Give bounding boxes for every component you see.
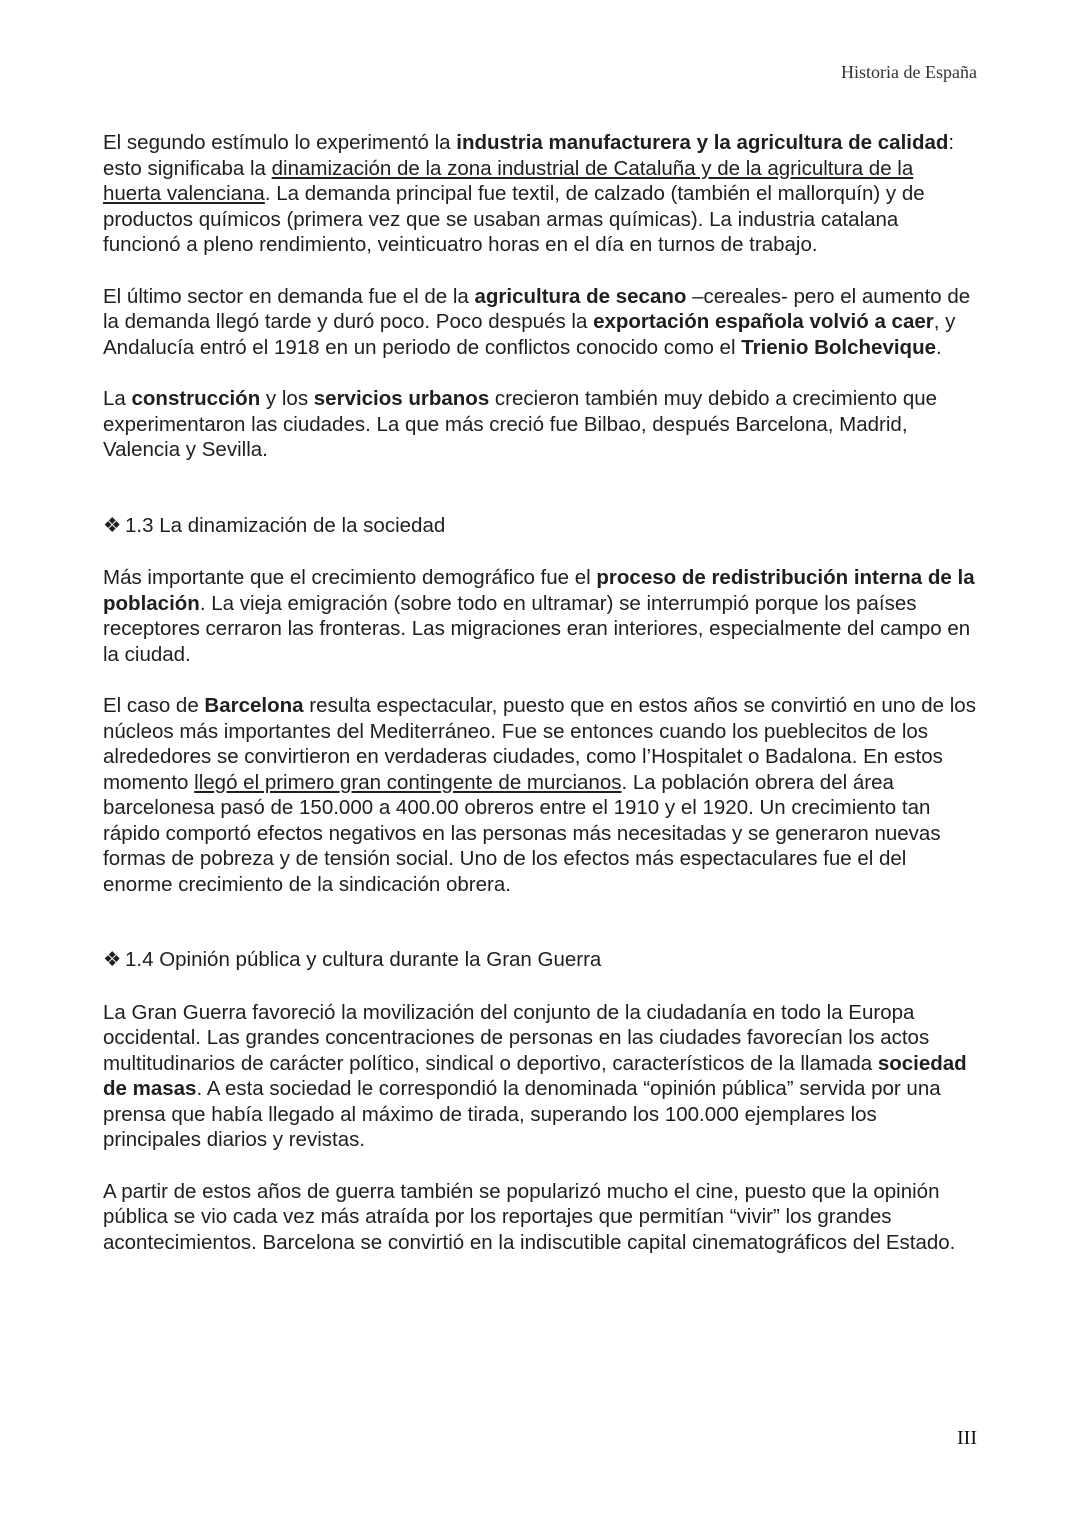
paragraph-construccion xyxy=(103,386,977,463)
bold-term: sociedad de masas xyxy=(103,1051,967,1100)
text-run: El último sector en demanda fue el de la xyxy=(103,284,475,308)
page-header-title: Historia de España xyxy=(841,62,977,82)
bold-term: agricultura de secano xyxy=(474,284,687,308)
text-run: . La población obrera del área barcelonesa pasó de 150.000 a 400.00 obreros entre el 1910 y el 1920. Un crecimiento tan rápido comportó efectos negativos en las personas más necesitadas y se generaron nuevas formas de pobreza y de tensión social. Uno de los efectos más espectaculares fue el del enorme crecimiento de la sindicación obrera. xyxy=(103,770,941,896)
text-run: . La vieja emigración (sobre todo en ultramar) se interrumpió porque los países receptores cerraron las fronteras. Las migraciones eran interiores, especialmente del campo en la ciudad. xyxy=(103,591,971,666)
bold-term: industria manufacturera y la agricultura de calidad xyxy=(456,131,949,154)
text-run: : esto significaba la xyxy=(103,131,955,180)
text-run: , y Andalucía entró el 1918 en un periodo de conflictos conocido como el xyxy=(103,310,956,359)
paragraph-cine xyxy=(103,1179,977,1256)
paragraph-redistribucion xyxy=(103,565,977,667)
diamond-bullet-icon: ❖ xyxy=(103,513,122,537)
diamond-bullet-icon: ❖ xyxy=(103,948,122,971)
section-heading-text: 1.3 La dinamización de la sociedad xyxy=(125,513,446,537)
text-run: . A esta sociedad le correspondió la denominada “opinión pública” servida por una prensa que había llegado al máximo de tirada, superando los 100.000 ejemplares los principales diarios y revistas. xyxy=(103,1077,941,1151)
document-body xyxy=(103,130,977,1255)
paragraph-barcelona xyxy=(103,693,977,897)
underlined-text: dinamización de la zona industrial de Cataluña y de la agricultura de la huerta valenciana xyxy=(103,156,914,205)
paragraph-gran-guerra xyxy=(103,1000,977,1153)
bold-term: exportación española volvió a caer xyxy=(593,310,934,333)
text-run: La Gran Guerra favoreció la movilización del conjunto de la ciudadanía en todo la Europa occidental. Las grandes concentraciones de personas en las ciudades favorecían los actos multitudinarios de carácter político, sindical o deportivo, característicos de la llamada xyxy=(103,1000,930,1075)
section-heading-1-4 xyxy=(103,947,977,973)
text-run: resulta espectacular, puesto que en estos años se convirtió en uno de los núcleos más importantes del Mediterráneo. Fue se entonces cuando los pueblecitos de los alrededores se convirtieron en verdaderas ciudades, como l’Hospitalet o Badalona. En estos momento xyxy=(103,694,976,794)
bold-term: Barcelona xyxy=(204,694,304,717)
text-run: La xyxy=(103,387,132,410)
text-run: . xyxy=(936,335,942,359)
text-run: crecieron también muy debido a crecimiento que experimentaron las ciudades. La que más creció fue Bilbao, después Barcelona, Madrid, Valencia y Sevilla. xyxy=(103,387,938,461)
text-run: –cereales- pero el aumento de la demanda llegó tarde y duró poco. Poco después la xyxy=(103,284,971,333)
section-heading-text: 1.4 Opinión pública y cultura durante la Gran Guerra xyxy=(125,948,602,971)
bold-term: construcción xyxy=(131,387,261,410)
bold-term: servicios urbanos xyxy=(313,387,490,410)
underlined-text: llegó el primero gran contingente de murcianos xyxy=(194,770,622,794)
paragraph-agricultura-secano xyxy=(103,284,977,361)
text-run: . La demanda principal fue textil, de calzado (también el mallorquín) y de productos químicos (primera vez que se usaban armas químicas). La industria catalana funcionó a pleno rendimiento, veinticuatro horas en el día en turnos de trabajo. xyxy=(103,182,925,256)
section-heading-1-3 xyxy=(103,513,977,539)
text-run: El caso de xyxy=(103,694,205,717)
paragraph-industria xyxy=(103,130,977,258)
text-run: El segundo estímulo lo experimentó la xyxy=(103,131,457,154)
page-number: III xyxy=(957,1427,977,1449)
bold-term: proceso de redistribución interna de la población xyxy=(103,566,975,615)
bold-term: Trienio Bolchevique xyxy=(741,335,936,359)
text-run: A partir de estos años de guerra también se popularizó mucho el cine, puesto que la opinión pública se vio cada vez más atraída por los reportajes que permitían “vivir” los grandes acontecimientos. Barcelona se convirtió en la indiscutible capital cinematográficos del Estado. xyxy=(103,1179,956,1254)
text-run: y los xyxy=(260,387,314,410)
text-run: Más importante que el crecimiento demográfico fue el xyxy=(103,566,597,589)
